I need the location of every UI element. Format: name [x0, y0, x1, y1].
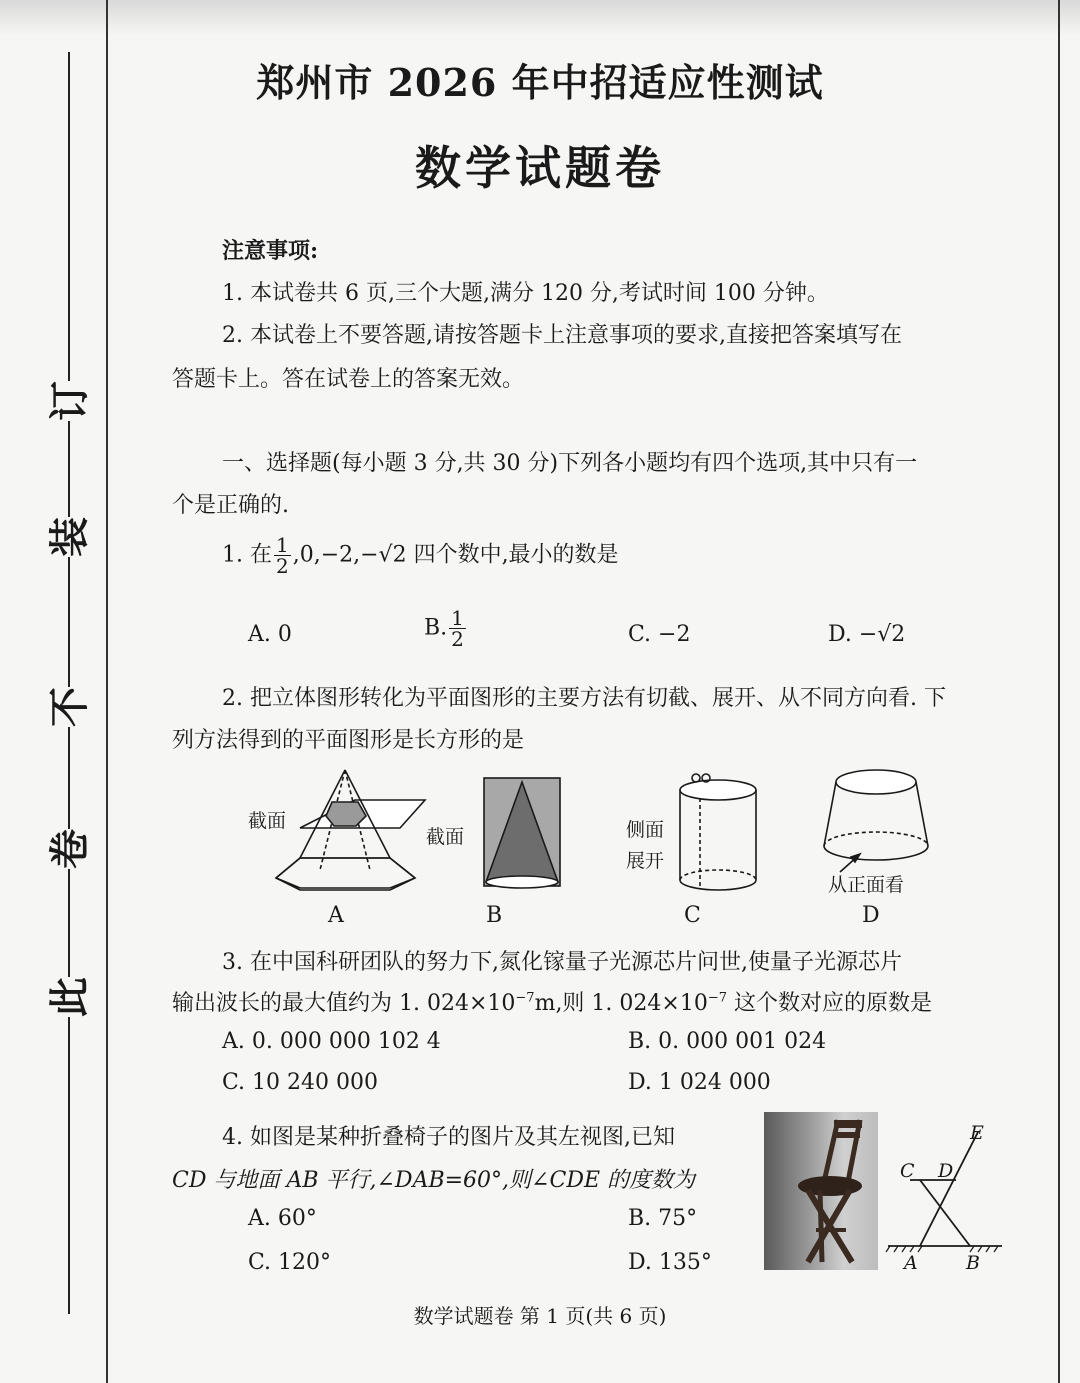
binding-char: 装 — [41, 517, 99, 557]
exam-subtitle: 数学试题卷 — [415, 141, 665, 195]
binding-char: 订 — [41, 381, 99, 421]
fig-a-label: 截面 — [248, 810, 287, 832]
figure-b-cone-section — [484, 778, 560, 888]
q4-option-d: D. 135° — [628, 1250, 712, 1275]
question-2-cont: 列方法得到的平面图形是长方形的是 — [172, 728, 525, 753]
fig-c-label-1: 侧面 — [626, 819, 665, 841]
q1-fraction: $\frac{1}{2}$ — [275, 533, 289, 578]
fig-b-label: 截面 — [426, 826, 465, 848]
fig-d-letter: D — [862, 903, 880, 928]
q3-option-c: C. 10 240 000 — [222, 1070, 378, 1095]
binding-char: 此 — [41, 977, 99, 1017]
notice-heading: 注意事项: — [222, 238, 319, 264]
binding-line — [68, 52, 70, 1314]
q1-option-c: C. −2 — [628, 622, 691, 647]
q1-option-b: B. $\frac{1}{2}$ — [424, 606, 464, 651]
figure-c-cylinder — [680, 774, 756, 890]
notice-item-2-cont: 答题卡上。答在试卷上的答案无效。 — [172, 367, 525, 392]
point-b: B — [966, 1252, 980, 1274]
exam-title: 郑州市 2026 年中招适应性测试 — [256, 60, 824, 105]
q3-option-a: A. 0. 000 000 102 4 — [222, 1029, 441, 1054]
q3-option-d: D. 1 024 000 — [628, 1070, 771, 1095]
question-4-cont: CD 与地面 AB 平行,∠DAB=60°,则∠CDE 的度数为 — [172, 1168, 696, 1193]
point-d: D — [938, 1160, 954, 1182]
question-4: 4. 如图是某种折叠椅子的图片及其左视图,已知 — [222, 1125, 675, 1150]
margin-border-right — [1058, 0, 1060, 1383]
question-2: 2. 把立体图形转化为平面图形的主要方法有切截、展开、从不同方向看. 下 — [222, 686, 946, 711]
q4-option-b: B. 75° — [628, 1206, 698, 1231]
scan-shadow — [0, 0, 1080, 36]
notice-item-2: 2. 本试卷上不要答题,请按答题卡上注意事项的要求,直接把答案填写在 — [222, 323, 902, 348]
q1-rest: ,0,−2,−√2 四个数中,最小的数是 — [292, 542, 619, 568]
chair-side-view — [884, 1122, 1008, 1272]
point-a: A — [904, 1252, 918, 1274]
q4-option-a: A. 60° — [248, 1206, 317, 1231]
question-1 — [222, 535, 619, 576]
binding-char: 不 — [41, 687, 99, 727]
fig-c-letter: C — [684, 903, 701, 928]
margin-border-left — [106, 0, 108, 1383]
notice-item-1: 1. 本试卷共 6 页,三个大题,满分 120 分,考试时间 100 分钟。 — [222, 281, 829, 306]
q2-figures — [240, 760, 1020, 930]
q1-option-d: D. −√2 — [828, 622, 906, 647]
q4-option-c: C. 120° — [248, 1250, 332, 1275]
chair-photo — [764, 1112, 878, 1270]
fig-d-label: 从正面看 — [828, 874, 905, 896]
page-footer: 数学试题卷 第 1 页(共 6 页) — [413, 1304, 667, 1328]
point-c: C — [900, 1160, 915, 1182]
question-3-cont: 输出波长的最大值约为 1. $024\times 10^{-7}m$,则 1. $024\times 10^{-7}$ 这个数对应的原数是 — [172, 990, 933, 1016]
q1-option-a: A. 0 — [248, 622, 292, 647]
fig-c-label-2: 展开 — [626, 850, 665, 872]
q3-option-b: B. 0. 000 001 024 — [628, 1029, 827, 1054]
point-e: E — [970, 1122, 984, 1144]
chair-photo-drawing — [764, 1112, 878, 1270]
fig-a-letter: A — [328, 903, 344, 928]
question-3: 3. 在中国科研团队的努力下,氮化镓量子光源芯片问世,使量子光源芯片 — [222, 950, 902, 975]
figure-d-frustum — [824, 770, 928, 872]
figure-a-hexagonal-prism — [276, 770, 425, 930]
binding-char: 卷 — [41, 829, 99, 869]
section1-intro: 一、选择题(每小题 3 分,共 30 分)下列各小题均有四个选项,其中只有一 — [222, 451, 918, 476]
q1-prefix: 1. 在 — [222, 542, 272, 568]
fig-b-letter: B — [486, 903, 503, 928]
section1-intro-cont: 个是正确的. — [172, 493, 289, 518]
